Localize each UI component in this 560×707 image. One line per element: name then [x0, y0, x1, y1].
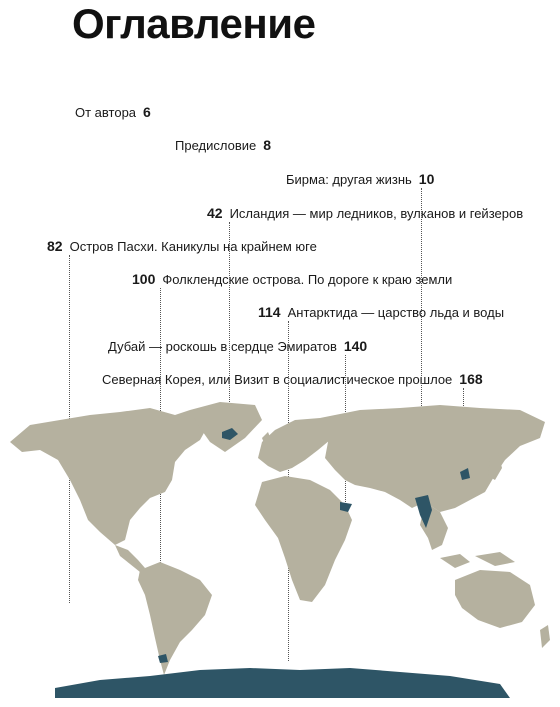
australia-landmass — [455, 570, 535, 628]
toc-entry-page: 168 — [459, 371, 483, 387]
continents — [10, 402, 550, 675]
toc-entry-text: Исландия — мир ледников, вулканов и гейзеров — [229, 206, 524, 221]
antarctica-landmass — [55, 668, 510, 698]
toc-entry-page: 8 — [263, 137, 272, 153]
toc-entry-text: От автора — [75, 105, 137, 120]
new-zealand-landmass — [540, 625, 550, 648]
indonesia-landmass — [440, 552, 515, 568]
toc-entry-page: 10 — [418, 171, 435, 187]
page-title: Оглавление — [72, 0, 316, 47]
greenland-landmass — [190, 402, 262, 452]
toc-entry-page: 114 — [258, 304, 281, 320]
toc-entry-page: 100 — [132, 271, 156, 287]
africa-landmass — [255, 476, 352, 602]
toc-entry-page: 140 — [343, 338, 368, 354]
south-america-landmass — [138, 562, 212, 675]
toc-entry-page: 42 — [207, 205, 223, 221]
toc-entry-text: Антарктида — царство льда и воды — [287, 305, 505, 320]
toc-entry-falklands[interactable] — [132, 271, 452, 287]
central-america-landmass — [115, 545, 145, 572]
toc-entry-text: Остров Пасхи. Каникулы на крайнем юге — [69, 239, 317, 254]
toc-entry-text: Северная Корея, или Визит в социалистическое прошлое — [102, 372, 453, 387]
toc-entry-text: Фолклендские острова. По дороге к краю земли — [162, 272, 453, 287]
toc-entry-antarctica[interactable] — [258, 304, 504, 320]
toc-entry-iceland[interactable] — [207, 205, 523, 221]
toc-entry-text: Дубай — роскошь в сердце Эмиратов — [108, 339, 337, 354]
toc-entry-page: 82 — [47, 238, 63, 254]
toc-entry-from-author[interactable] — [75, 104, 151, 120]
toc-entry-text: Предисловие — [175, 138, 257, 153]
toc-entry-easter-island[interactable] — [47, 238, 317, 254]
toc-entry-dubai[interactable] — [108, 338, 367, 354]
north-america-landmass — [10, 408, 210, 545]
toc-entry-burma[interactable] — [286, 171, 434, 187]
toc-entry-page: 6 — [143, 104, 151, 120]
world-map — [0, 380, 560, 707]
toc-entry-text: Бирма: другая жизнь — [286, 172, 412, 187]
toc-entry-preface[interactable] — [175, 137, 271, 153]
asia-landmass — [320, 405, 545, 512]
